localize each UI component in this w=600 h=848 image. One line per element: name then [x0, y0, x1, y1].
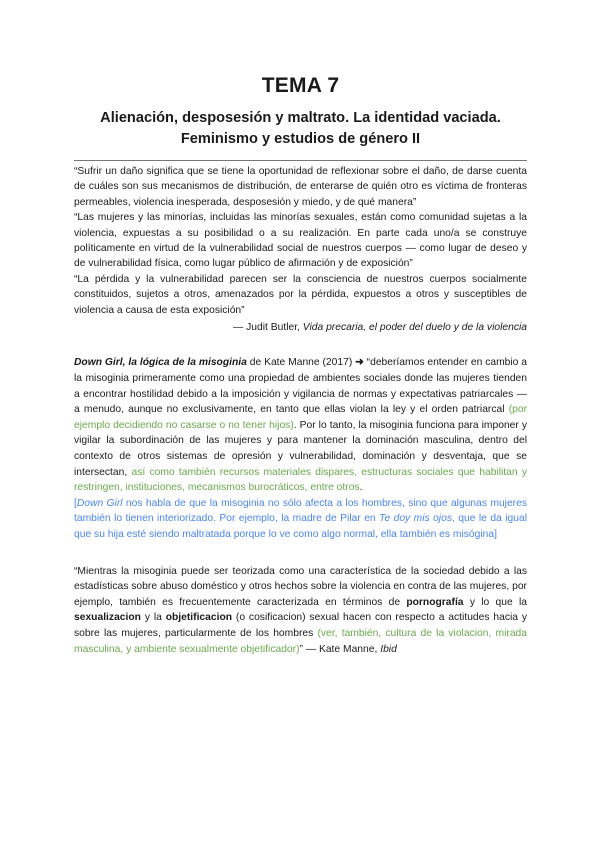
paragraph-down-girl [74, 355, 527, 495]
para2-film-title: Te doy mis ojos [379, 513, 452, 525]
paragraph-comment [74, 496, 527, 543]
term-sexualizacion: sexualizacion [74, 612, 141, 624]
para2-open-bracket: [ [74, 497, 77, 509]
book-title: Down Girl, la lógica de la misoginia [74, 357, 247, 369]
butler-quotes [74, 164, 527, 318]
para3-text-5: ” — Kate Manne, [299, 643, 381, 655]
term-pornografia: pornografía [406, 596, 464, 608]
para2-text-1: nos habla de que la misoginia no sólo afecta a los hombres, sino que algunas mujeres también lo tienen interiorizado. Por ejemplo, la madre de Pilar en [74, 497, 527, 525]
paragraph-misogyny-theory [74, 564, 527, 658]
para3-text-1: “Mientras la misoginia puede ser teorizada como una característica de la sociedad debido a las estadísticas sobre abuso doméstico y otros hechos sobre la violencia en contra de las mujeres, por ejemplo, también es frecuentemente caracterizada en términos de [74, 565, 527, 608]
para1-text-3: . Por lo tanto, la misoginia funciona para imponer y vigilar la subordinación de las mujeres y para mantener la dominación masculina, dentro del contexto de otros sistemas de opresión y vulnerabilidad, dominación y desventaja, que se intersectan, [74, 419, 527, 478]
page-subtitle [74, 108, 527, 150]
attribution-work: Vida precaria, el poder del duelo y de la violencia [302, 322, 527, 334]
arrow-icon: ➜ [355, 357, 364, 369]
quote-attribution [74, 320, 527, 335]
term-objetificacion: objetificacion [165, 612, 233, 624]
para3-text-2: y lo que la [463, 596, 527, 608]
page-title: TEMA 7 [261, 74, 340, 97]
quote-2: “Las mujeres y las minorías, incluidas las minorías sexuales, están como comunidad sujetas a la violencia, expuestas a su posibilidad o a su realización. En parte cada uno/a se construye políticamente en virtud de la vulnerabilidad social de nuestros cuerpos — como lugar de deseo y de vulnerabilidad física, como lugar público de afirmación y de exposición” [74, 212, 527, 270]
attribution-author: — Judit Butler, [232, 322, 303, 334]
para1-text-4: . [359, 482, 363, 494]
para3-ibid: Ibid [380, 643, 397, 655]
title-divider [74, 160, 527, 161]
para2-text-2: , que le da igual que su hija esté siendo maltratada porque lo ve como algo normal, ella también es misógina] [74, 513, 527, 540]
subtitle-line-1: Alienación, desposesión y maltrato. La identidad vaciada. [100, 110, 501, 126]
quote-1: “Sufrir un daño significa que se tiene la oportunidad de reflexionar sobre el daño, de darse cuenta de cuáles son sus mecanismos de distribución, de enterarse de quién otro es víctima de fronteras permeables, violencia inesperada, desposesión y miedo, y de qué manera” [74, 166, 527, 208]
quote-3: “La pérdida y la vulnerabilidad parecen ser la consciencia de nuestros cuerpos socialmente constituidos, sujetos a otros, amenazados por la pérdida, expuestos a otros y susceptibles de violencia a causa de esta exposición” [74, 273, 527, 316]
para1-text-1: de Kate Manne (2017) [246, 357, 356, 369]
para1-note-1: (por ejemplo decidiendo no casarse o no tener hijos) [74, 404, 527, 431]
para1-note-2: así como también recursos materiales dispares, estructuras sociales que habilitan y restringen, instituciones, mecanismos burocráticos, entre otros [74, 466, 528, 494]
para3-text-3: y la [140, 612, 166, 624]
para3-note: (ver, también, cultura de la violacion, mirada masculina, y ambiente sexualmente objetificador) [74, 627, 527, 655]
para1-text-2: “deberíamos entender en cambio a la misoginia primeramente como una propiedad de ambientes sociales donde las mujeres tienden a encontrar hostilidad debido a la imposición y vigilancia de normas y expectativas patriarcales — a menudo, aunque no exclusivamente, en tanto que ellas violan la ley y el orden patriarcal [74, 357, 527, 416]
para2-book-title: Down Girl [76, 497, 123, 509]
para3-text-4: (o cosificacion) sexual hacen con respecto a actitudes hacia y sobre las mujeres, particularmente de los hombres [74, 612, 527, 639]
subtitle-line-2: Feminismo y estudios de género II [180, 131, 421, 147]
